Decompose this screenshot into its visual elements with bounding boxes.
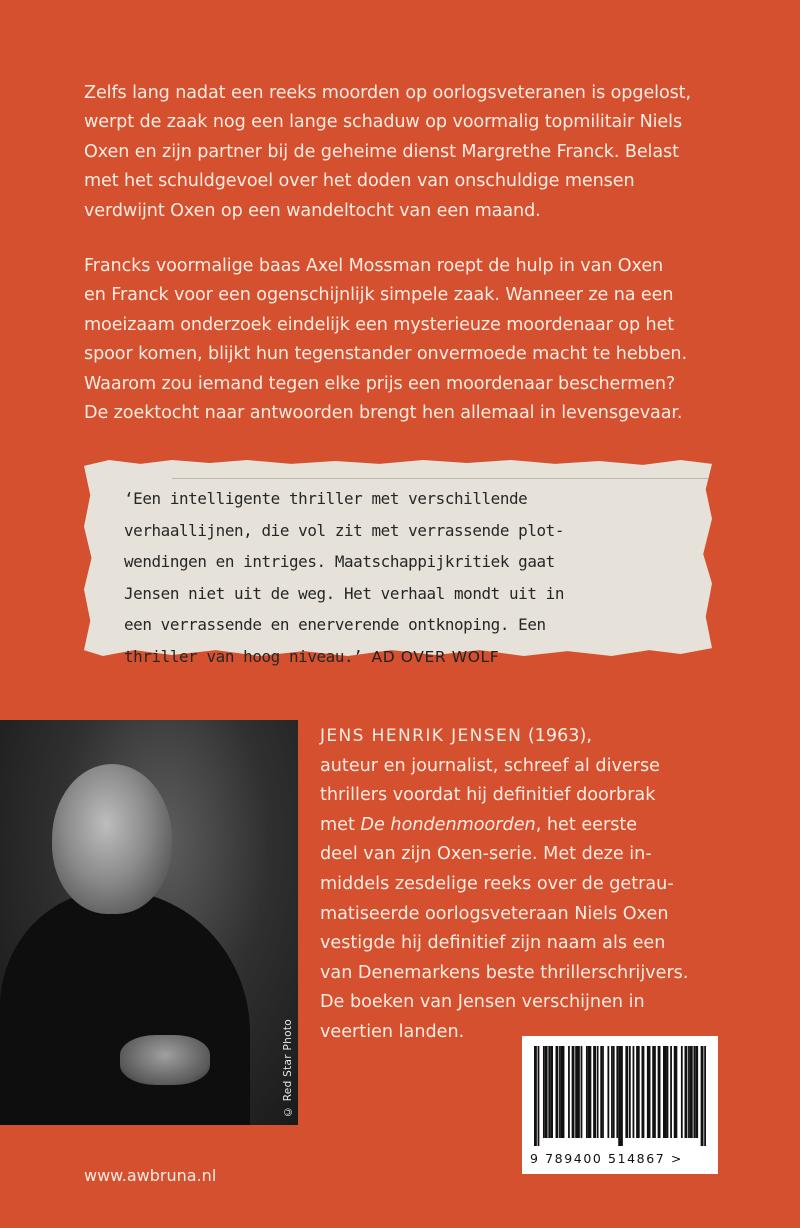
blurb-line: Zelfs lang nadat een reeks moorden op oorlogsveteranen is opgelost, bbox=[84, 83, 691, 103]
bio-line: auteur en journalist, schreef al diverse bbox=[320, 755, 660, 776]
bio-line: De boeken van Jensen verschijnen in bbox=[320, 992, 645, 1013]
blurb-line: De zoektocht naar antwoorden brengt hen allemaal in levensgevaar. bbox=[84, 403, 683, 424]
quote-line: Jensen niet uit de weg. Het verhaal mondt uit in bbox=[124, 583, 565, 603]
barcode-bar bbox=[607, 1046, 609, 1138]
barcode-bar bbox=[545, 1046, 548, 1138]
barcode-bar bbox=[600, 1046, 602, 1138]
barcode-bar bbox=[665, 1046, 667, 1138]
quote-source: AD OVER WOLF bbox=[371, 647, 500, 666]
blurb-line: spoor komen, blijkt hun tegenstander onvermoede macht te hebben. bbox=[84, 344, 687, 365]
barcode-bar bbox=[695, 1046, 698, 1138]
author-bio bbox=[320, 722, 790, 1048]
review-quote bbox=[124, 483, 704, 673]
barcode-bar bbox=[577, 1046, 580, 1138]
blurb-line: moeizaam onderzoek eindelijk een mysterieuze moordenaar op het bbox=[84, 314, 675, 335]
blurb-line: werpt de zaak nog een lange schaduw op voormalig topmilitair Niels bbox=[84, 112, 683, 133]
blurb-line: Oxen en zijn partner bij de geheime dienst Margrethe Franck. Belast bbox=[84, 141, 679, 162]
author-photo-hand bbox=[120, 1035, 210, 1085]
isbn-barcode bbox=[522, 1036, 718, 1174]
barcode-bars bbox=[534, 1046, 706, 1146]
photo-credit: © Red Star Photo bbox=[282, 1018, 294, 1117]
bio-line: thrillers voordat hij definitief doorbrak bbox=[320, 785, 656, 806]
barcode-bar bbox=[690, 1046, 693, 1138]
barcode-bar bbox=[658, 1046, 661, 1138]
barcode-bar bbox=[620, 1046, 623, 1146]
barcode-bar bbox=[681, 1046, 683, 1138]
blurb-line: Francks voormalige baas Axel Mossman roept de hulp in van Oxen bbox=[84, 256, 664, 276]
barcode-bar bbox=[613, 1046, 615, 1138]
barcode-bar bbox=[688, 1046, 690, 1138]
author-photo-head bbox=[52, 764, 172, 914]
bio-line: van Denemarkens beste thrillerschrijvers. bbox=[320, 962, 689, 983]
barcode-bar bbox=[568, 1046, 570, 1138]
barcode-bar bbox=[625, 1046, 628, 1138]
bio-line: vestigde hij definitief zijn naam als een bbox=[320, 933, 666, 954]
bio-line: middels zesdelige reeks over de getrau- bbox=[320, 873, 674, 894]
author-birth-year: (1963), bbox=[527, 726, 592, 746]
blurb-line: en Franck voor een ogenschijnlijk simpele zaak. Wanneer ze na een bbox=[84, 285, 674, 306]
quote-last-text: thriller van hoog niveau.’ bbox=[124, 646, 363, 666]
barcode-bar bbox=[701, 1046, 704, 1146]
barcode-bar bbox=[543, 1046, 545, 1138]
barcode-bar bbox=[550, 1046, 553, 1138]
barcode-bar bbox=[593, 1046, 596, 1138]
barcode-bar bbox=[534, 1046, 537, 1146]
blurb-line: Waarom zou iemand tegen elke prijs een moordenaar beschermen? bbox=[84, 373, 676, 394]
quote-line: een verrassende en enerverende ontknoping. Een bbox=[124, 615, 546, 634]
quote-line: ‘Een intelligente thriller met verschillende bbox=[124, 489, 528, 508]
barcode-bar bbox=[649, 1046, 651, 1138]
bio-line-4-suffix: , het eerste bbox=[535, 814, 638, 835]
barcode-bar bbox=[670, 1046, 672, 1138]
barcode-bar bbox=[586, 1046, 588, 1138]
blurb-paragraph-2 bbox=[84, 252, 744, 428]
bio-line-4-prefix: met bbox=[320, 814, 361, 835]
blurb-line: met het schuldgevoel over het doden van onschuldige mensen bbox=[84, 171, 635, 192]
isbn-digits: 9 789400 514867 > bbox=[530, 1151, 683, 1166]
barcode-bar bbox=[575, 1046, 577, 1138]
barcode-bar bbox=[642, 1046, 645, 1138]
barcode-bar bbox=[597, 1046, 599, 1138]
barcode-bar bbox=[602, 1046, 604, 1138]
blurb-paragraph-1 bbox=[84, 79, 744, 226]
publisher-website[interactable]: www.awbruna.nl bbox=[84, 1166, 217, 1185]
barcode-bar bbox=[559, 1046, 561, 1138]
bio-line: matiseerde oorlogsveteraan Niels Oxen bbox=[320, 903, 669, 924]
barcode-bar bbox=[590, 1046, 592, 1138]
barcode-bar bbox=[693, 1046, 695, 1138]
barcode-bar bbox=[667, 1046, 669, 1138]
quote-line-last bbox=[124, 641, 704, 674]
barcode-bar bbox=[572, 1046, 575, 1138]
barcode-bar bbox=[611, 1046, 613, 1138]
book-title: De hondenmoorden bbox=[360, 814, 536, 835]
barcode-bar bbox=[616, 1046, 618, 1138]
barcode-bar bbox=[638, 1046, 640, 1138]
barcode-bar bbox=[633, 1046, 635, 1138]
barcode-bar bbox=[581, 1046, 583, 1138]
quote-line: wendingen en intriges. Maatschappijkritiek gaat bbox=[124, 552, 555, 571]
bio-line-1 bbox=[320, 722, 790, 752]
barcode-bar bbox=[685, 1046, 688, 1138]
barcode-bar bbox=[704, 1046, 706, 1146]
quote-line: verhaallijnen, die vol zit met verrassende plot- bbox=[124, 520, 565, 540]
barcode-bar bbox=[618, 1046, 620, 1146]
barcode-bar bbox=[629, 1046, 631, 1138]
barcode-bar bbox=[563, 1046, 565, 1138]
barcode-bar bbox=[556, 1046, 559, 1138]
bio-line: deel van zijn Oxen-serie. Met deze in- bbox=[320, 844, 652, 865]
author-name: JENS HENRIK JENSEN bbox=[320, 726, 523, 746]
barcode-bar bbox=[538, 1046, 540, 1146]
barcode-bar bbox=[676, 1046, 678, 1138]
barcode-bar bbox=[654, 1046, 656, 1138]
author-photo bbox=[0, 720, 298, 1125]
blurb-line: verdwijnt Oxen op een wandeltocht van een maand. bbox=[84, 200, 541, 221]
bio-line-4 bbox=[320, 811, 790, 841]
barcode-bar bbox=[548, 1046, 550, 1138]
author-photo-body bbox=[0, 890, 250, 1125]
bio-line: veertien landen. bbox=[320, 1021, 465, 1042]
